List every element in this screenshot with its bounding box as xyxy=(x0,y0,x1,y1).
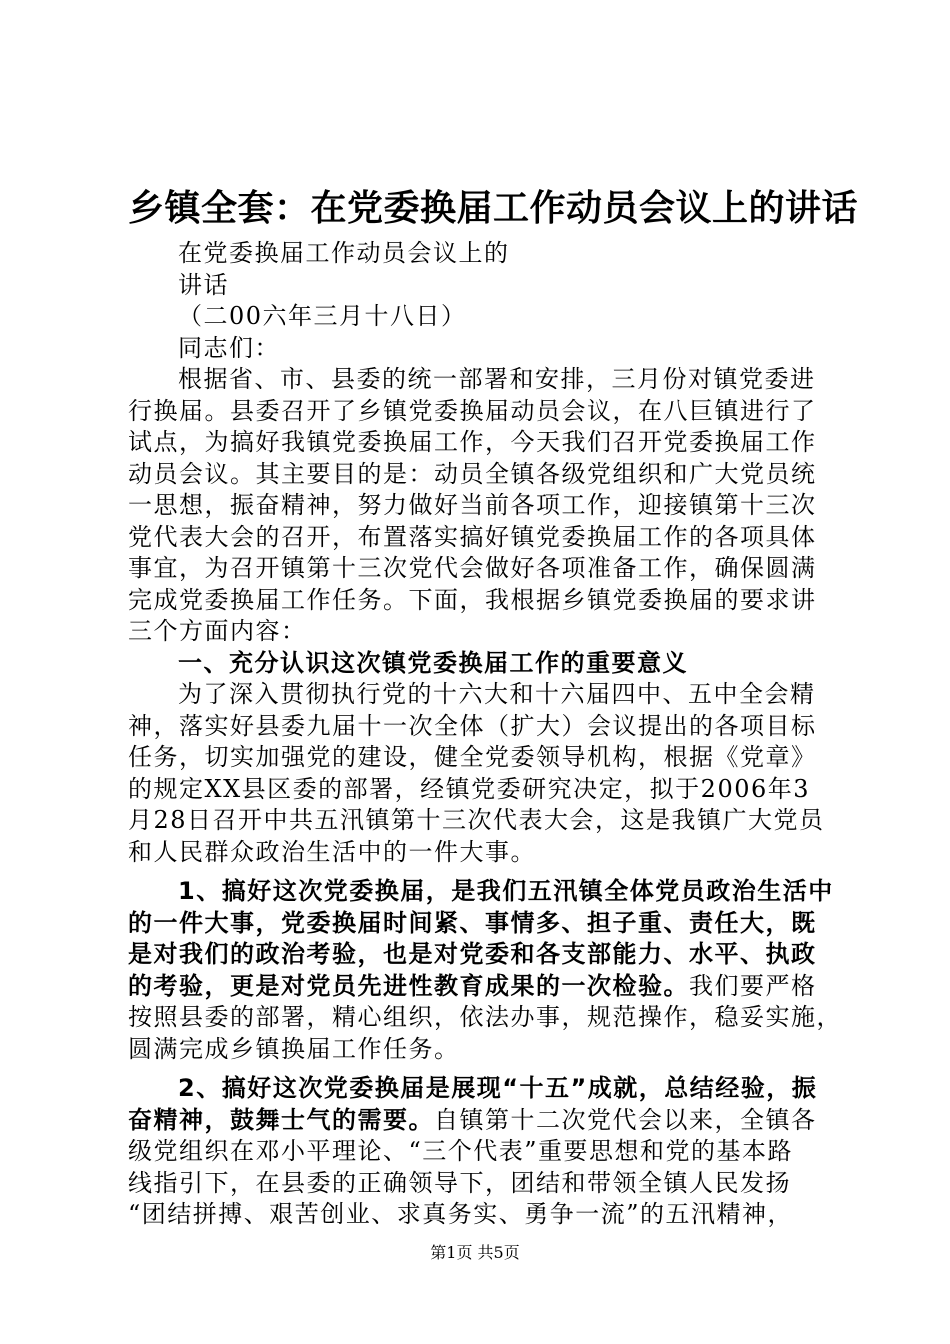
point-1-mixed-line xyxy=(128,971,828,1003)
paragraph-line: 任务，切实加强党的建设，健全党委领导机构，根据《党章》 xyxy=(128,743,817,771)
paragraph-line: 三个方面内容： xyxy=(128,617,307,645)
point-2-line: 线指引下，在县委的正确领导下，团结和带领全镇人民发扬 xyxy=(128,1168,791,1197)
page-footer: 第1页 共5页 xyxy=(430,1243,520,1262)
document-body xyxy=(128,238,842,1231)
paragraph-line: 和人民群众政治生活中的一件大事。 xyxy=(128,837,536,866)
point-2-normal-tail: 自镇第十二次党代会以来，全镇各 xyxy=(434,1105,817,1134)
subtitle-line: 在党委换届工作动员会议上的 xyxy=(178,239,510,267)
section-heading: 一、充分认识这次镇党委换届工作的重要意义 xyxy=(178,648,688,677)
document-title: 乡镇全套：在党委换届工作动员会议上的讲话 xyxy=(128,188,859,229)
point-2-bold-tail: 奋精神，鼓舞士气的需要。 xyxy=(128,1105,434,1134)
point-1-normal-tail: 我们要严格 xyxy=(689,971,817,1000)
paragraph-line: 一思想，振奋精神，努力做好当前各项工作，迎接镇第十三次 xyxy=(128,491,817,519)
point-1-line: 1、搞好这次党委换届，是我们五汛镇全体党员政治生活中 xyxy=(178,877,834,905)
point-1-bold-tail: 的考验，更是对党员先进性教育成果的一次检验。 xyxy=(128,971,689,1000)
paragraph-line: 为了深入贯彻执行党的十六大和十六届四中、五中全会精 xyxy=(178,680,816,708)
point-2-mixed-line xyxy=(128,1105,828,1137)
point-1-line: 按照县委的部署，精心组织，依法办事，规范操作，稳妥实施， xyxy=(128,1003,842,1031)
subtitle-line: 讲话 xyxy=(178,270,229,299)
paragraph-line: 试点，为搞好我镇党委换届工作，今天我们召开党委换届工作 xyxy=(128,428,817,456)
paragraph-line: 神，落实好县委九届十一次全体（扩大）会议提出的各项目标 xyxy=(128,711,817,740)
speech-date: （二00六年三月十八日） xyxy=(178,302,467,330)
paragraph-line: 行换届。县委召开了乡镇党委换届动员会议，在八巨镇进行了 xyxy=(128,396,817,425)
paragraph-line: 完成党委换届工作任务。下面，我根据乡镇党委换届的要求讲 xyxy=(128,585,817,614)
paragraph-line: 根据省、市、县委的统一部署和安排，三月份对镇党委进 xyxy=(178,365,816,393)
point-2-line: “团结拼搏、艰苦创业、求真务实、勇争一流”的五汛精神， xyxy=(128,1200,794,1228)
salutation: 同志们： xyxy=(178,333,280,362)
point-1-line: 的一件大事，党委换届时间紧、事情多、担子重、责任大，既 xyxy=(128,908,817,937)
paragraph-line: 动员会议。其主要目的是：动员全镇各级党组织和广大党员统 xyxy=(128,459,817,488)
point-1-line: 是对我们的政治考验，也是对党委和各支部能力、水平、执政 xyxy=(128,940,817,968)
point-2-line: 级党组织在邓小平理论、“三个代表”重要思想和党的基本路 xyxy=(128,1137,794,1165)
paragraph-line: 党代表大会的召开，布置落实搞好镇党委换届工作的各项具体 xyxy=(128,522,817,551)
point-1-line: 圆满完成乡镇换届工作任务。 xyxy=(128,1034,460,1063)
point-2-line: 2、搞好这次党委换届是展现“十五”成就，总结经验，振 xyxy=(178,1074,818,1102)
paragraph-line: 的规定XX县区委的部署，经镇党委研究决定，拟于2006年3 xyxy=(128,774,811,803)
paragraph-line: 月28日召开中共五汛镇第十三次代表大会，这是我镇广大党员 xyxy=(128,806,825,834)
paragraph-line: 事宜，为召开镇第十三次党代会做好各项准备工作，确保圆满 xyxy=(128,554,817,582)
